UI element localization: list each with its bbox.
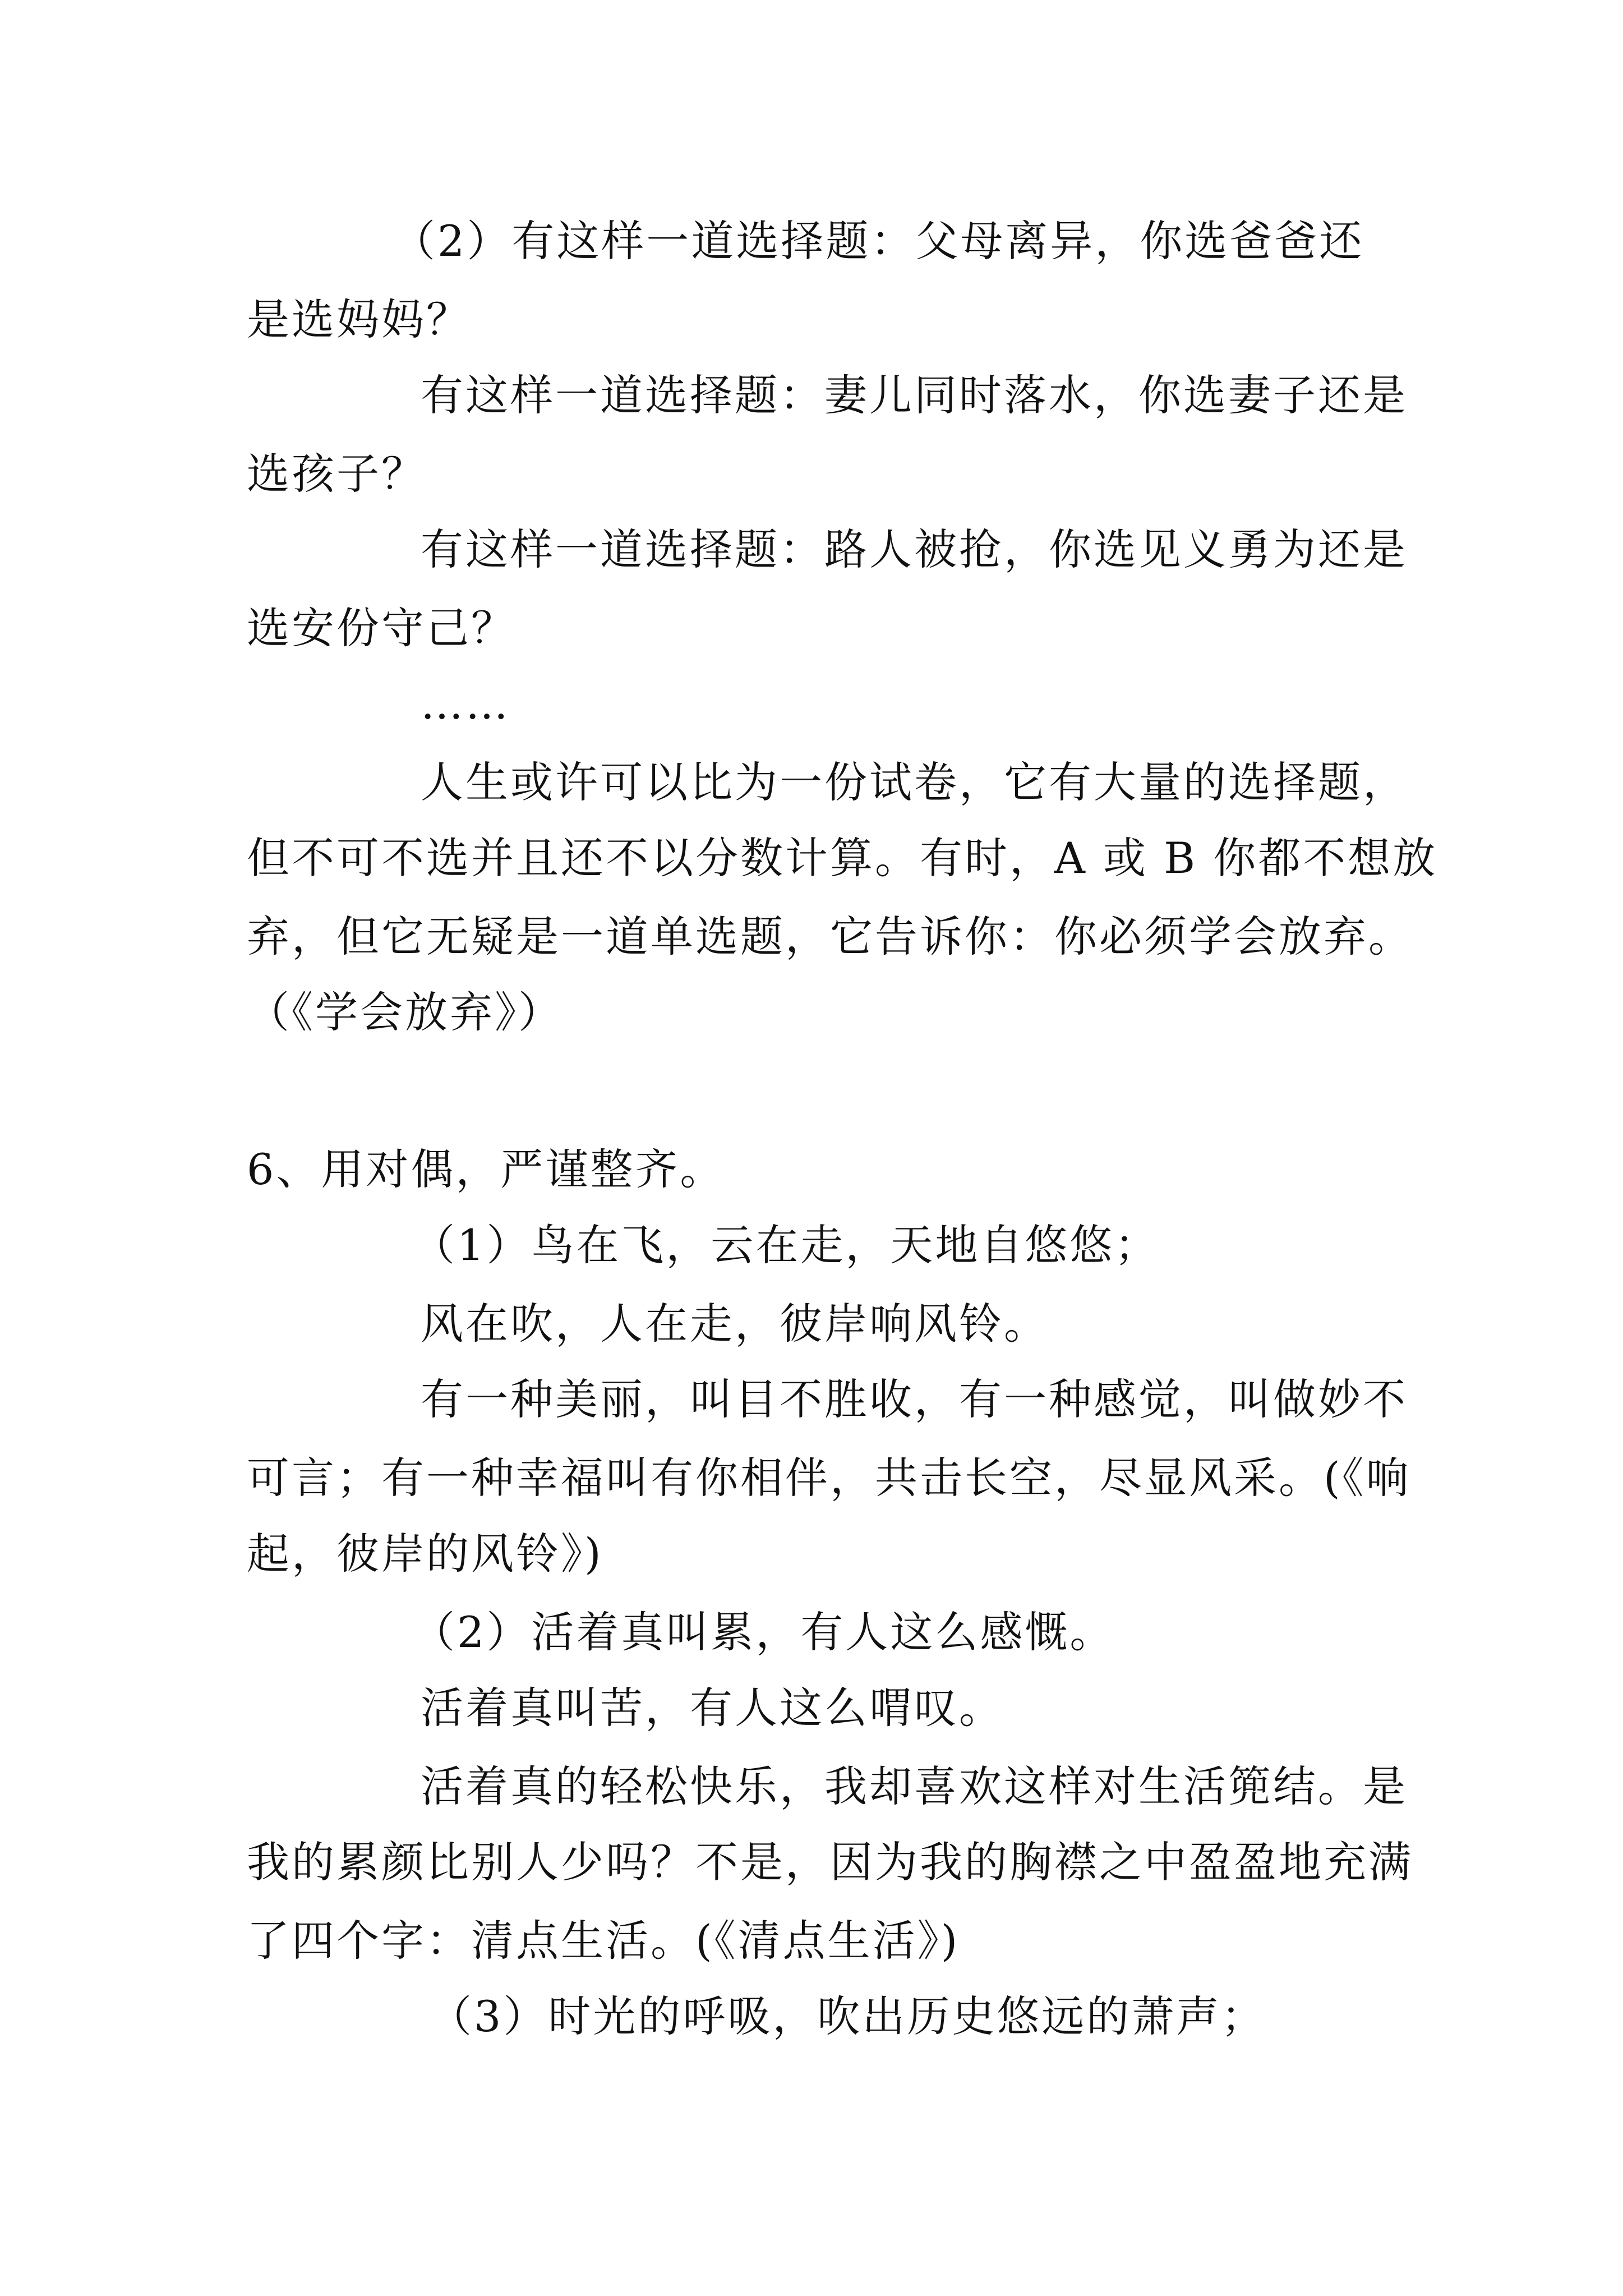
paragraph-line: 了四个字：清点生活。(《清点生活》) — [247, 1916, 960, 1966]
paragraph-line: 活着真叫苦，有人这么喟叹。 — [421, 1683, 1004, 1733]
ellipsis-line: …… — [421, 679, 510, 729]
paragraph-line: 人生或许可以比为一份试卷，它有大量的选择题， — [421, 757, 1408, 807]
paragraph-line: 是选妈妈？ — [247, 295, 471, 344]
paragraph-line: （2）活着真叫累，有人这么感慨。 — [412, 1607, 1115, 1657]
paragraph-line: （2）有这样一道选择题：父母离异，你选爸爸还 — [393, 216, 1364, 266]
paragraph-line: 可言；有一种幸福叫有你相伴，共击长空，尽显风采。(《响 — [247, 1453, 1411, 1503]
paragraph-line: 但不可不选并且还不以分数计算。有时，A 或 B 你都不想放 — [247, 833, 1438, 883]
paragraph-line: 风在吹，人在走，彼岸响风铃。 — [421, 1299, 1049, 1349]
paragraph-line: 我的累颜比别人少吗？不是，因为我的胸襟之中盈盈地充满 — [247, 1837, 1413, 1887]
paragraph-line: 活着真的轻松快乐，我却喜欢这样对生活篼结。是 — [421, 1761, 1408, 1811]
paragraph-line: 弃，但它无疑是一道单选题，它告诉你：你必须学会放弃。 — [247, 912, 1413, 961]
citation-line: 起，彼岸的风铃》) — [247, 1529, 603, 1579]
section-heading: 6、用对偶，严谨整齐。 — [247, 1144, 725, 1194]
paragraph-line: （3）时光的呼吸，吹出历史悠远的萧声； — [429, 1991, 1266, 2041]
paragraph-line: （1）鸟在飞，云在走，天地自悠悠； — [412, 1220, 1160, 1270]
paragraph-line: 选安份守己？ — [247, 603, 516, 653]
citation-line: （《学会放弃》） — [247, 987, 563, 1037]
paragraph-line: 有一种美丽，叫目不胜收，有一种感觉，叫做妙不 — [421, 1374, 1408, 1424]
paragraph-line: 有这样一道选择题：路人被抢，你选见义勇为还是 — [421, 524, 1408, 574]
paragraph-line: 选孩子？ — [247, 449, 426, 499]
paragraph-line: 有这样一道选择题：妻儿同时落水，你选妻子还是 — [421, 370, 1408, 420]
